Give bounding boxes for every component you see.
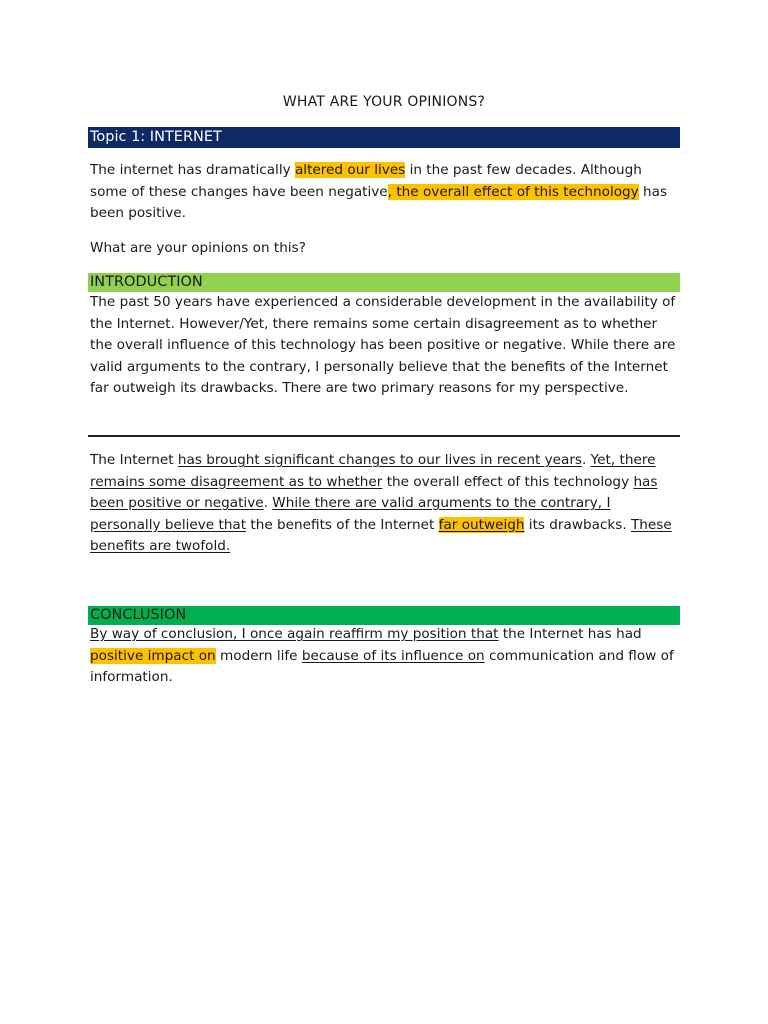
model-text-3: the overall effect of this technology bbox=[382, 473, 634, 490]
conclusion-heading: CONCLUSION bbox=[90, 607, 187, 623]
model-underline-2: Yet, there remains some disagreement as to whether bbox=[90, 452, 656, 490]
conclusion-text-3: communication and flow of information. bbox=[90, 647, 674, 685]
model-underline-5: These benefits are twofold. bbox=[90, 516, 672, 554]
conclusion-text-2: modern life bbox=[215, 647, 302, 664]
model-paragraph bbox=[90, 450, 680, 558]
prompt-highlight-2: , the overall effect of this technology bbox=[387, 183, 639, 200]
model-underline-4: While there are valid arguments to the contrary, I personally believe that bbox=[90, 495, 611, 533]
conclusion-underline-1: By way of conclusion, I once again reaffirm my position that bbox=[90, 626, 499, 642]
prompt-text-3: has been positive. bbox=[90, 183, 668, 221]
topic-heading: Topic 1: INTERNET bbox=[90, 129, 222, 145]
question-text: What are your opinions on this? bbox=[90, 240, 306, 256]
conclusion-highlight-1: positive impact on bbox=[90, 647, 216, 664]
document-title: WHAT ARE YOUR OPINIONS? bbox=[282, 94, 486, 110]
prompt-highlight-1: altered our lives bbox=[294, 162, 406, 178]
model-text-4: . bbox=[263, 495, 273, 511]
section-divider bbox=[88, 435, 680, 437]
model-highlight-1: far outweigh bbox=[438, 516, 525, 533]
introduction-paragraph: The past 50 years have experienced a considerable development in the availability of the Internet. However/Yet, there remains some certain disagreement as to whether the overall influence of this technology has been positive or negative. While there are valid arguments to the contrary, I personally believe that the benefits of the Internet far outweigh its drawbacks. There are two primary reasons for my perspective. bbox=[90, 294, 676, 396]
prompt-text-1: The internet has dramatically bbox=[90, 162, 295, 178]
conclusion-heading-bar bbox=[88, 606, 680, 625]
model-text-2: . bbox=[582, 452, 591, 468]
model-text-1: The Internet bbox=[90, 452, 178, 468]
model-text-6: its drawbacks. bbox=[524, 516, 631, 533]
model-underline-3: has been positive or negative bbox=[90, 473, 658, 511]
introduction-heading: INTRODUCTION bbox=[90, 274, 203, 290]
model-underline-1: has brought significant changes to our lives in recent years bbox=[177, 452, 583, 468]
model-text-5: the benefits of the Internet bbox=[246, 516, 439, 533]
prompt-paragraph bbox=[90, 160, 680, 225]
conclusion-text-1: the Internet has had bbox=[498, 626, 642, 642]
introduction-heading-bar bbox=[88, 273, 680, 292]
prompt-text-2: in the past few decades. Although some of these changes have been negative bbox=[90, 162, 642, 200]
topic-heading-bar bbox=[88, 127, 680, 148]
conclusion-paragraph bbox=[90, 624, 680, 689]
conclusion-underline-2: because of its influence on bbox=[301, 647, 485, 664]
